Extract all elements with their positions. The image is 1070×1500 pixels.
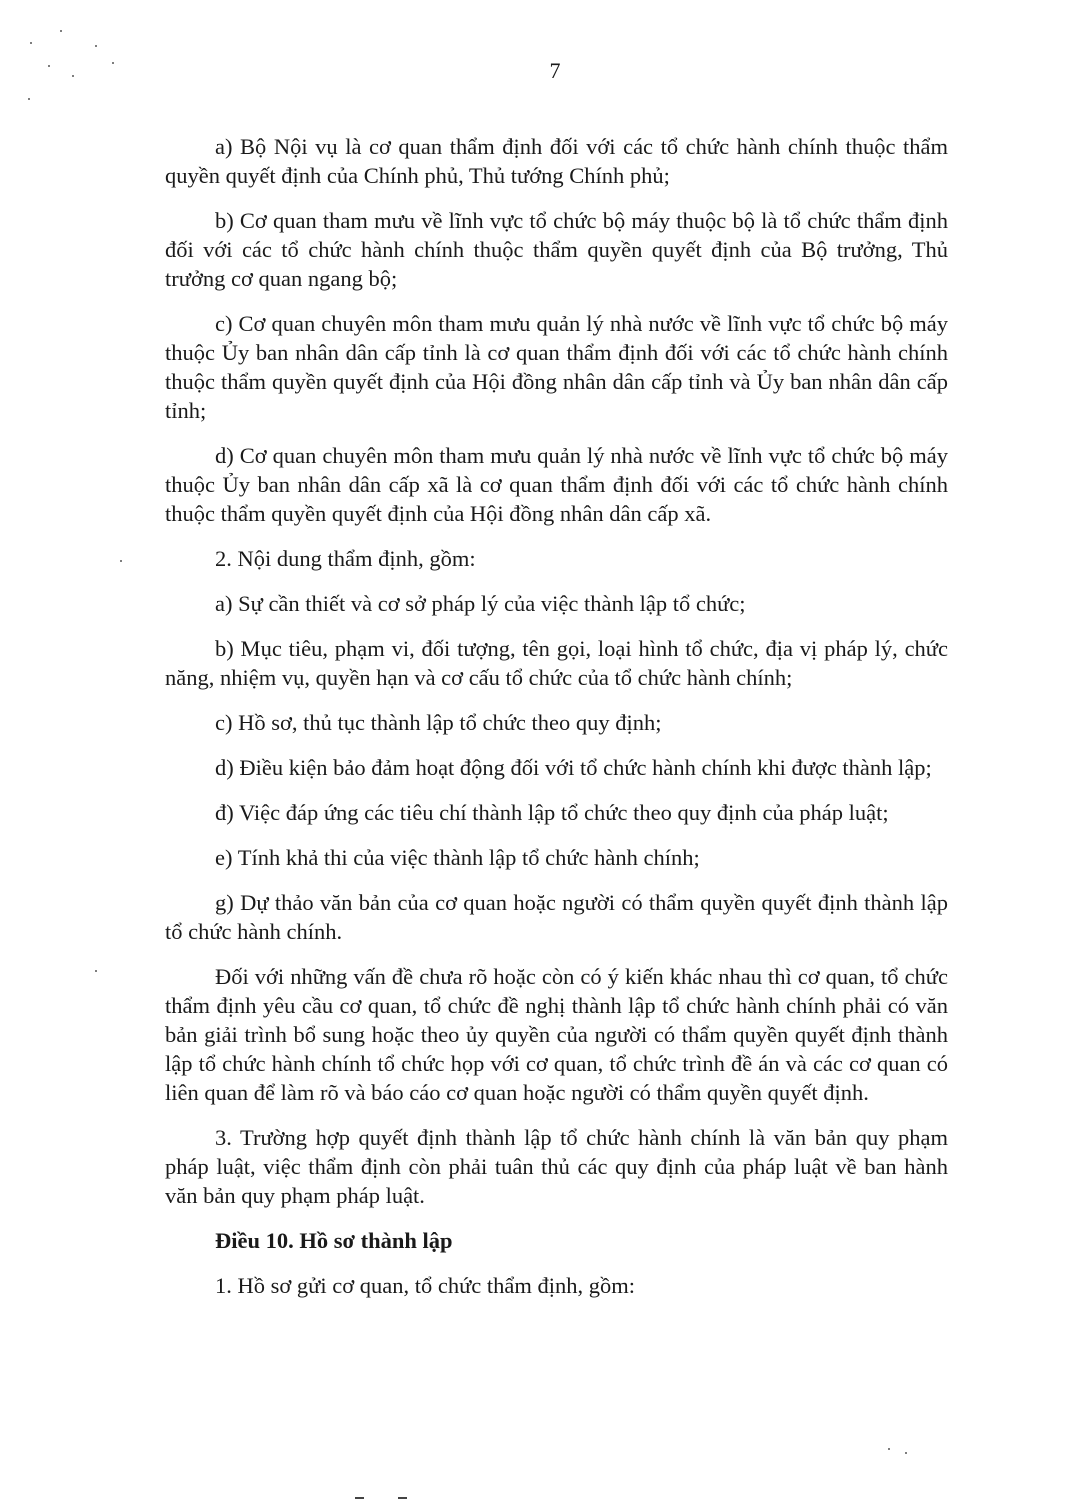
scan-speck <box>905 1452 907 1454</box>
item-c-dossier: c) Hồ sơ, thủ tục thành lập tổ chức theo quy định; <box>215 710 662 735</box>
item-e-feasibility: e) Tính khả thi của việc thành lập tổ chức hành chính; <box>215 845 700 870</box>
section-3-legal-documents: 3. Trường hợp quyết định thành lập tổ chức hành chính là văn bản quy phạm pháp luật, việc thẩm định còn phải tuân thủ các quy định của pháp luật về ban hành văn bản quy phạm pháp luật. <box>165 1125 948 1208</box>
scan-speck <box>888 1448 890 1450</box>
page-number: 7 <box>549 58 561 83</box>
scan-speck <box>95 970 97 972</box>
scan-speck <box>30 42 32 44</box>
document-body <box>165 132 948 1316</box>
item-b-objectives: b) Mục tiêu, phạm vi, đối tượng, tên gọi, loại hình tổ chức, địa vị pháp lý, chức năng, nhiệm vụ, quyền hạn và cơ cấu tổ chức của tổ chức hành chính; <box>165 636 948 690</box>
paragraph-a-ministry-of-home-affairs: a) Bộ Nội vụ là cơ quan thẩm định đối với các tổ chức hành chính thuộc thẩm quyền quyết định của Chính phủ, Thủ tướng Chính phủ; <box>165 134 948 188</box>
paragraph-d-commune-body: d) Cơ quan chuyên môn tham mưu quản lý nhà nước về lĩnh vực tổ chức bộ máy thuộc Ủy ban nhân dân cấp xã là cơ quan thẩm định đối với các tổ chức hành chính thuộc thẩm quyền quyết định của Hội đồng nhân dân cấp xã. <box>165 443 948 526</box>
scan-speck <box>28 98 30 100</box>
item-d-conditions: d) Điều kiện bảo đảm hoạt động đối với tổ chức hành chính khi được thành lập; <box>215 755 932 780</box>
paragraph-unclear-issues: Đối với những vấn đề chưa rõ hoặc còn có ý kiến khác nhau thì cơ quan, tổ chức thẩm định yêu cầu cơ quan, tổ chức đề nghị thành lập tổ chức hành chính phải có văn bản giải trình bổ sung hoặc theo ủy quyền của người có thẩm quyền quyết định thành lập tổ chức hành chính tổ chức họp với cơ quan, tổ chức trình đề án và các cơ quan có liên quan để làm rõ và báo cáo cơ quan hoặc người có thẩm quyền quyết định. <box>165 964 948 1105</box>
scan-speck <box>95 45 97 47</box>
scan-dash <box>355 1497 364 1499</box>
paragraph-c-provincial-body: c) Cơ quan chuyên môn tham mưu quản lý nhà nước về lĩnh vực tổ chức bộ máy thuộc Ủy ban nhân dân cấp tỉnh là cơ quan thẩm định đối với các tổ chức hành chính thuộc thẩm quyền quyết định của Hội đồng nhân dân cấp tỉnh và Ủy ban nhân dân cấp tỉnh; <box>165 311 948 423</box>
scan-speck <box>72 75 74 77</box>
scan-dash <box>398 1497 407 1499</box>
article-10-heading: Điều 10. Hồ sơ thành lập <box>215 1228 453 1253</box>
item-g-draft-document: g) Dự thảo văn bản của cơ quan hoặc người có thẩm quyền quyết định thành lập tổ chức hành chính. <box>165 890 948 944</box>
scan-speck <box>120 560 122 562</box>
paragraph-b-ministry-advisory-body: b) Cơ quan tham mưu về lĩnh vực tổ chức bộ máy thuộc bộ là tổ chức thẩm định đối với các tổ chức hành chính thuộc thẩm quyền quyết định của Bộ trưởng, Thủ trưởng cơ quan ngang bộ; <box>165 208 948 291</box>
item-dd-criteria: đ) Việc đáp ứng các tiêu chí thành lập tổ chức theo quy định của pháp luật; <box>215 800 889 825</box>
section-2-appraisal-content: 2. Nội dung thẩm định, gồm: <box>215 546 476 571</box>
section-1-dossier: 1. Hồ sơ gửi cơ quan, tổ chức thẩm định, gồm: <box>215 1273 636 1298</box>
scan-speck <box>60 30 62 32</box>
scan-speck <box>112 62 114 64</box>
scan-speck <box>48 65 50 67</box>
item-a-necessity: a) Sự cần thiết và cơ sở pháp lý của việc thành lập tổ chức; <box>215 591 746 616</box>
